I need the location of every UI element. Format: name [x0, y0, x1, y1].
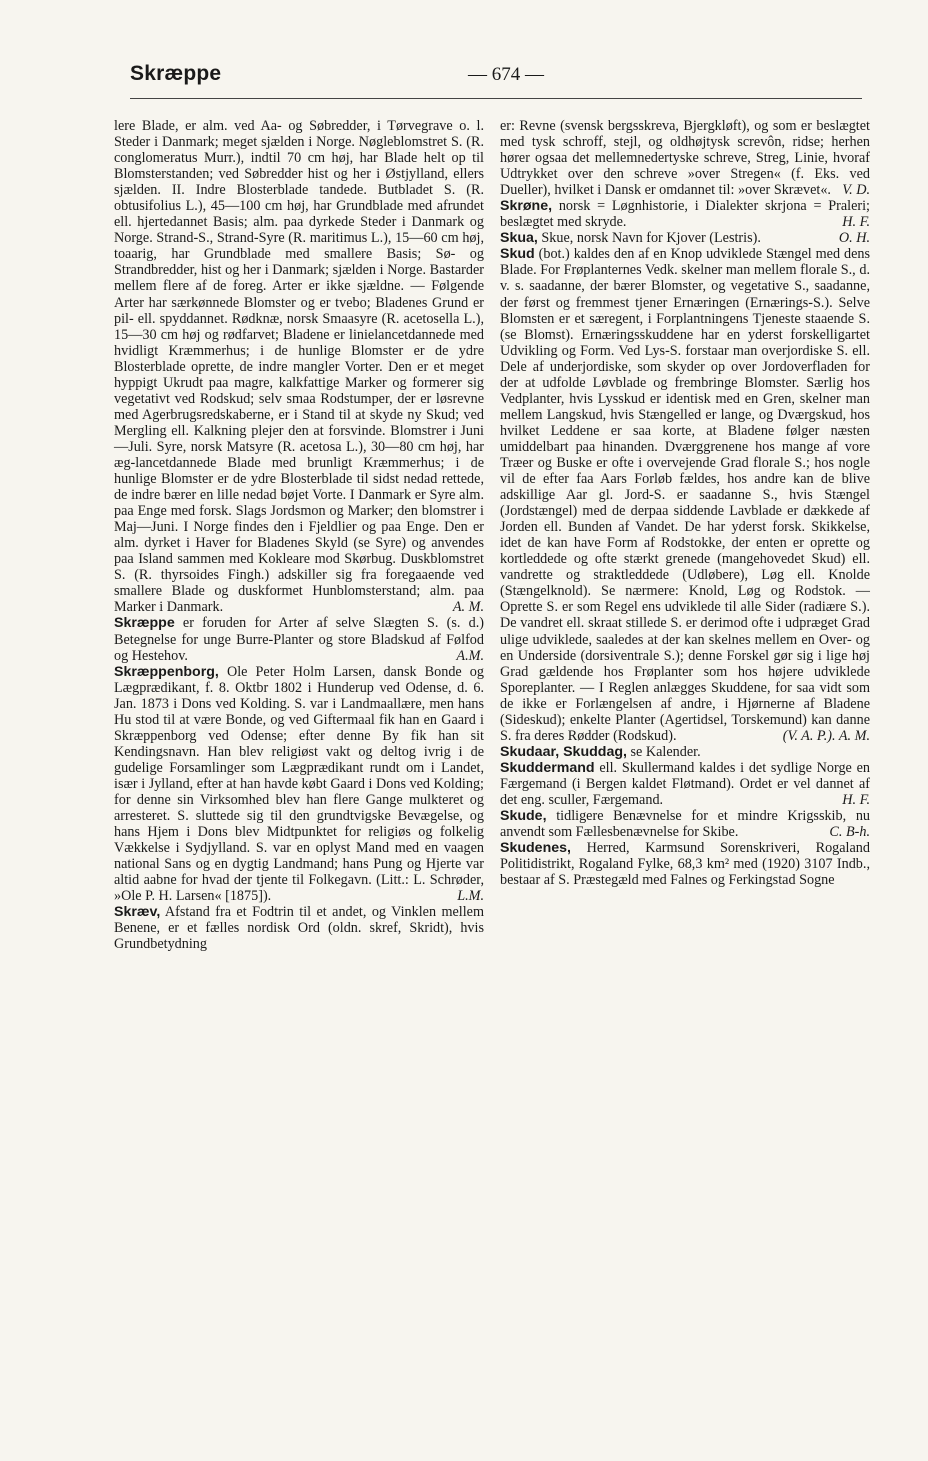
author-signature: H. F.: [842, 214, 870, 231]
entry-headword: Skudaar, Skuddag,: [500, 743, 627, 760]
entry-text: tidligere Benævnelse for et mindre Krigsskib, nu anvendt som Fællesbenævnelse for Skibe.: [500, 808, 871, 841]
author-signature: H. F.: [842, 791, 870, 808]
entry-headword: Skude,: [500, 808, 547, 825]
entry-text: er: Revne (svensk bergsskreva, Bjergkløft), og som er beslægtet med tysk schroff, stejl, og oldhøjtysk screvôn, ridse; herhen hører ogsaa det mellemnedertyske schreve, Streg, Linie, hvoraf Udtrykket over den schreve »over Stregen« (f. Eks. ved Dueller), hvilket i Dansk er omdannet til: »over Skrævet«.: [500, 118, 870, 199]
entry-headword: Skuddermand: [500, 759, 595, 776]
header-rule: [130, 98, 862, 99]
author-signature: O. H.: [838, 230, 870, 247]
entry-text: lere Blade, er alm. ved Aa- og Søbredder, i Tørvegrave o. l. Steder i Danmark; meget sjælden i Norge. Nøgleblomstret S. (R. conglomeratus Murr.), indtil 70 cm høj, har Blade helt op til Blomsterstanden; ved Søbredder hist og her i Østjylland, ellers sjælden. II. Indre Blosterblade tandede. Butbladet S. (R. obtusifolius L.), 45—100 cm høj, har Grundblade med afrundet ell. hjertedannet Basis; alm. paa dyrkede Steder i Danmark og Norge. Strand-S., Strand-Syre (R. maritimus L.), 15—60 cm høj, toaarig, har Grundblade med smallere Basis; Sø- og Strandbredder, hist og her i Danmark; sjælden i Norge. Bastarder mellem flere af de foreg. Arter er ikke sjældne. — Følgende Arter har særkønnede Blomster og er tvebo; Bladenes Grund er pil- ell. spyddannet. Rødknæ, norsk Smaasyre (R. acetosella L.), 15—30 cm høj og rødfarvet; Bladene er linielancetdannede med hvidligt Kræmmerhus; i de hunlige Blomster er de ydre Blosterblade oprette, de indre mangler Vorter. Den er et meget hyppigt Ukrudt paa magre, kalkfattige Marker og formerer sig vegetativt ved Rodskud; selv smaa Rodstumper, der er løsrevne med Agerbrugsredskaberne, er i Stand til at skyde ny Skud; ved Mergling ell. Kalkning plejer den at forsvinde. Blomstrer i Juni—Juli. Syre, norsk Matsyre (R. acetosa L.), 30—80 cm høj, har æg-lancetdannede Blade med brunligt Kræmmerhus; i de hunlige Blomster er de ydre Blosterblade til sidst nedad rettede, de indre bærer en lille nedad bøjet Vorte. I Danmark er Syre alm. paa Enge med forsk. Slags Jordsmon og Marker; den blomstrer i Maj—Juni. I Norge findes den i Fjeldlier og paa Enge. Den er alm. dyrket i Haver for Bladenes Skyld (se Syre) og anvendes paa Island sammen med Kokleare mod Skørbug. Duskblomstret S. (R. thyrsoides Fingh.) adskiller sig fra foregaaende ved smallere Blade og duskformet Hunblomsterstand; alm. paa Marker i Danmark.: [114, 118, 484, 616]
entry-headword: Skrøne,: [500, 198, 553, 215]
running-head: Skræppe: [130, 62, 222, 85]
author-signature: A. M.: [452, 599, 484, 616]
dictionary-entry: [500, 230, 870, 246]
author-signature: L.M.: [457, 888, 484, 905]
entry-text: Skue, norsk Navn for Kjover (Lestris).: [541, 230, 761, 247]
author-signature: C. B-h.: [829, 824, 870, 841]
page-number: — 674 —: [468, 64, 544, 85]
dictionary-entry: [500, 118, 870, 198]
dictionary-entry: [114, 118, 484, 615]
entry-text: norsk = Løgnhistorie, i Dialekter skrjona = Praleri; beslægtet med skryde.: [500, 198, 870, 231]
entry-headword: Skræppe: [114, 615, 175, 632]
entry-headword: Skua,: [500, 230, 538, 247]
dictionary-entry: [500, 198, 870, 230]
dictionary-entry: [500, 840, 870, 888]
author-signature: V. D.: [842, 182, 870, 199]
entry-headword: Skud: [500, 246, 535, 263]
entry-text: (bot.) kaldes den af en Knop udviklede Stængel med dens Blade. For Frøplanternes Vedk. skelner man mellem florale S., d. v. s. saadanne, der bærer Blomster, og vegetative S., saadanne, der først og fremmest tjener Ernæringen (Ernærings-S.). Selve Blomsten er et særegent, i Forplantningens Tjeneste staaende S. (se Blomst). Ernæringsskuddene har en yderst forskelligartet Udvikling og Form. Ved Lys-S. forstaar man overjordiske S. ell. Dele af underjordiske, som skyder op over Jordoverfladen for der at udfolde Løvblade og frembringe Blomster. Særlig hos Vedplanter, hvis Lysskud er identisk med en Gren, skelner man mellem Langskud, hvis Stængelled er lange, og Dværgskud, hos hvilket Leddene er saa korte, at Bladene følger næsten umiddelbart paa hinanden. Dværggrenene hos mange af vore Træer og Buske er ofte i overvejende Grad florale S.; hos nogle vil de efter faa Aars Forløb fældes, hos andre kan de blive adskillige Aar gl. Jord-S. er saadanne S., hvis Stængel (Jordstængel) med de derpaa siddende Lavblade er dækkede af Jorden ell. Bunden af Vandet. De har yderst forsk. Skikkelse, idet de kan have Form af Rodstokke, der enten er oprette og kortleddede og ofte stærkt grenede (mangehovedet Skud) ell. vandrette og straktleddede (Udløbere), Løg ell. Knolde (Stængelknold). Se nærmere: Knold, Løg og Rodstok. — Oprette S. er som Regel ens udviklede til alle Sider (radiære S.). De vandret ell. skraat stillede S. er derimod ofte i udpræget Grad ulige udviklede, saaledes at der kan skelnes mellem en Over- og en Underside (dorsiventrale S.); denne Forskel gør sig i lige høj Grad gældende hos Frøplanter som hos højere udviklede Sporeplanter. — I Reglen anlægges Skuddene, for saa vidt som de ikke er Forlængelsen af andre, i Hjørnerne af Bladene (Sideskud); enkelte Planter (Agertidsel, Torskemund) kan danne S. fra deres Rødder (Rodskud).: [500, 246, 871, 744]
entry-text: Afstand fra et Fodtrin til et andet, og Vinklen mellem Benene, er et fælles nordisk Ord (oldn. skref, Skridt), hvis Grundbetydning: [114, 904, 484, 953]
entry-text: Herred, Karmsund Sorenskriveri, Rogaland Politidistrikt, Rogaland Fylke, 68,3 km² med (1920) 3107 Indb., bestaar af S. Præstegæld med Falnes og Ferkingstad Sogne: [500, 840, 870, 889]
right-column: [500, 118, 870, 888]
dictionary-entry: [114, 615, 484, 663]
dictionary-entry: [114, 904, 484, 952]
entry-text: er foruden for Arter af selve Slægten S. (s. d.) Betegnelse for unge Burre-Planter og store Bladskud af Følfod og Hestehov.: [114, 615, 485, 664]
entry-headword: Skræppenborg,: [114, 663, 219, 680]
entry-text: Ole Peter Holm Larsen, dansk Bonde og Lægprædikant, f. 8. Oktbr 1802 i Hunderup ved Odense, d. 6. Jan. 1873 i Dons ved Kolding. S. var i Landmaallære, men hans Hu stod til at være Bonde, og ved Giftermaal fik han en Gaard i Skræppenborg ved Odense; efter denne By fik han sit Kendingsnavn. Han blev religiøst vakt og deltog ivrig i de gudelige Forsamlinger som Lægprædikant rundt om i Landet, især i Jylland, efter at han havde købt Gaard i Dons ved Kolding; for denne sin Virksomhed blev han flere Gange mulkteret og arresteret. S. sluttede sig til den grundtvigske Bevægelse, og hans Hjem i Dons blev Midtpunktet for religiøs og folkelig Vækkelse i Sydjylland. S. var en oplyst Mand med en vaagen national Sans og en dygtig Landmand; hans Pung og Hjerte var altid aabne for hvad der tjente til Folkegavn. (Litt.: L. Schrøder, »Ole P. H. Larsen« [1875]).: [114, 663, 484, 905]
dictionary-entry: [500, 744, 870, 760]
author-signature: A.M.: [456, 647, 484, 664]
dictionary-entry: [500, 760, 870, 808]
dictionary-entry: [500, 246, 870, 743]
page-header: [130, 58, 862, 92]
dictionary-entry: [500, 808, 870, 840]
left-column: [114, 118, 484, 952]
entry-text: se Kalender.: [630, 743, 701, 760]
dictionary-entry: [114, 664, 484, 905]
author-signature: (V. A. P.). A. M.: [782, 727, 870, 744]
entry-headword: Skudenes,: [500, 840, 571, 857]
entry-headword: Skræv,: [114, 904, 161, 921]
entry-text: ell. Skullermand kaldes i det sydlige Norge en Færgemand (i Bergen kaldet Fløtmand). Ordet er vel dannet af det eng. sculler, Færgemand.: [500, 759, 871, 808]
